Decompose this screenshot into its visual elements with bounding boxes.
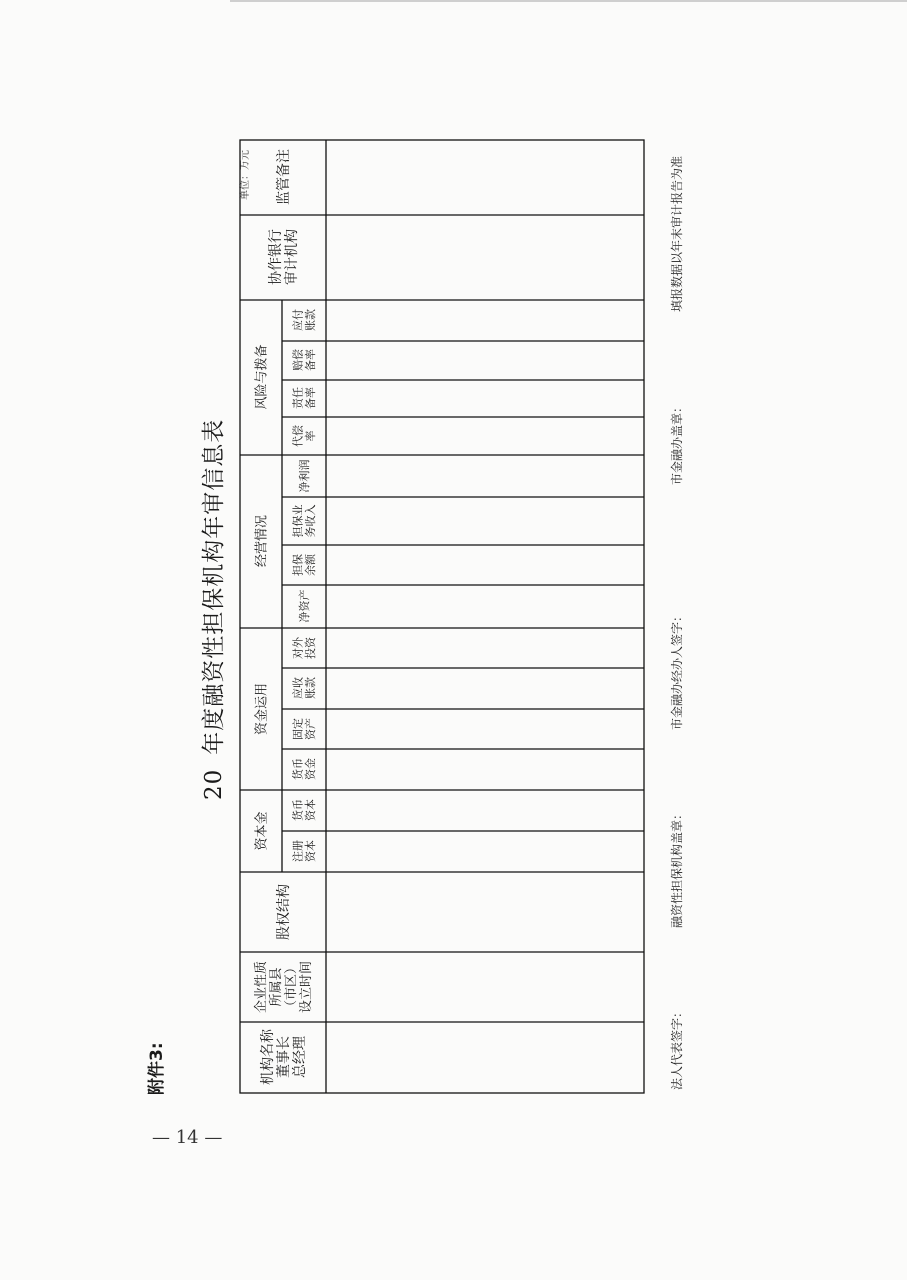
org-seal: 融资性担保机构盖章： bbox=[670, 807, 684, 928]
header-capital: 资本金 bbox=[254, 811, 270, 851]
subheader-fund-use-2: 固定资产 bbox=[291, 718, 318, 740]
header-equity-structure: 股权结构 bbox=[275, 884, 292, 940]
subheader-fund-use-3: 应收账款 bbox=[291, 677, 318, 699]
header-risk-reserve: 风险与拨备 bbox=[254, 344, 270, 410]
audit-note: 填报数据以年末审计报告为准 bbox=[670, 155, 684, 312]
subheader-risk-reserve-3: 赔偿备率 bbox=[291, 349, 318, 371]
title-text: 年度融资性担保机构年审信息表 bbox=[201, 418, 227, 755]
header-supervision-notes: 监管备注 bbox=[275, 149, 292, 205]
finance-officer-signature: 市金融办经办人签字： bbox=[670, 609, 684, 730]
subheader-risk-reserve-4: 应付账款 bbox=[291, 309, 318, 331]
subheader-fund-use-1: 货币资金 bbox=[291, 758, 318, 780]
header-bank-audit: 协作银行审计机构 bbox=[267, 229, 300, 285]
subheader-operations-2: 担保余额 bbox=[291, 554, 318, 576]
finance-office-seal: 市金融办盖章： bbox=[670, 400, 684, 485]
attachment-label: 附件3: bbox=[147, 1042, 167, 1095]
legal-rep-signature: 法人代表签字： bbox=[670, 1005, 684, 1090]
subheader-risk-reserve-1: 代偿率 bbox=[291, 425, 318, 447]
subheader-fund-use-4: 对外投资 bbox=[291, 637, 318, 659]
subheader-operations-3: 担保业务收入 bbox=[291, 504, 318, 538]
subheader-operations-1: 净资产 bbox=[297, 589, 311, 623]
header-fund-use: 资金运用 bbox=[254, 682, 270, 736]
header-org-nature: 企业性质所属县（市区）设立时间 bbox=[254, 960, 314, 1014]
header-org-name: 机构名称董事长总经理 bbox=[259, 1029, 308, 1085]
subheader-capital-1: 注册资本 bbox=[291, 840, 318, 862]
title-year: 20 bbox=[201, 768, 227, 800]
subheader-operations-4: 净利润 bbox=[297, 459, 311, 493]
page-number: — 14 — bbox=[152, 1127, 223, 1148]
header-operations: 经营情况 bbox=[254, 514, 270, 568]
subheader-capital-2: 货币资本 bbox=[291, 799, 318, 821]
subheader-risk-reserve-2: 责任备率 bbox=[291, 387, 318, 409]
unit-label: 单位：万元 bbox=[240, 150, 251, 200]
